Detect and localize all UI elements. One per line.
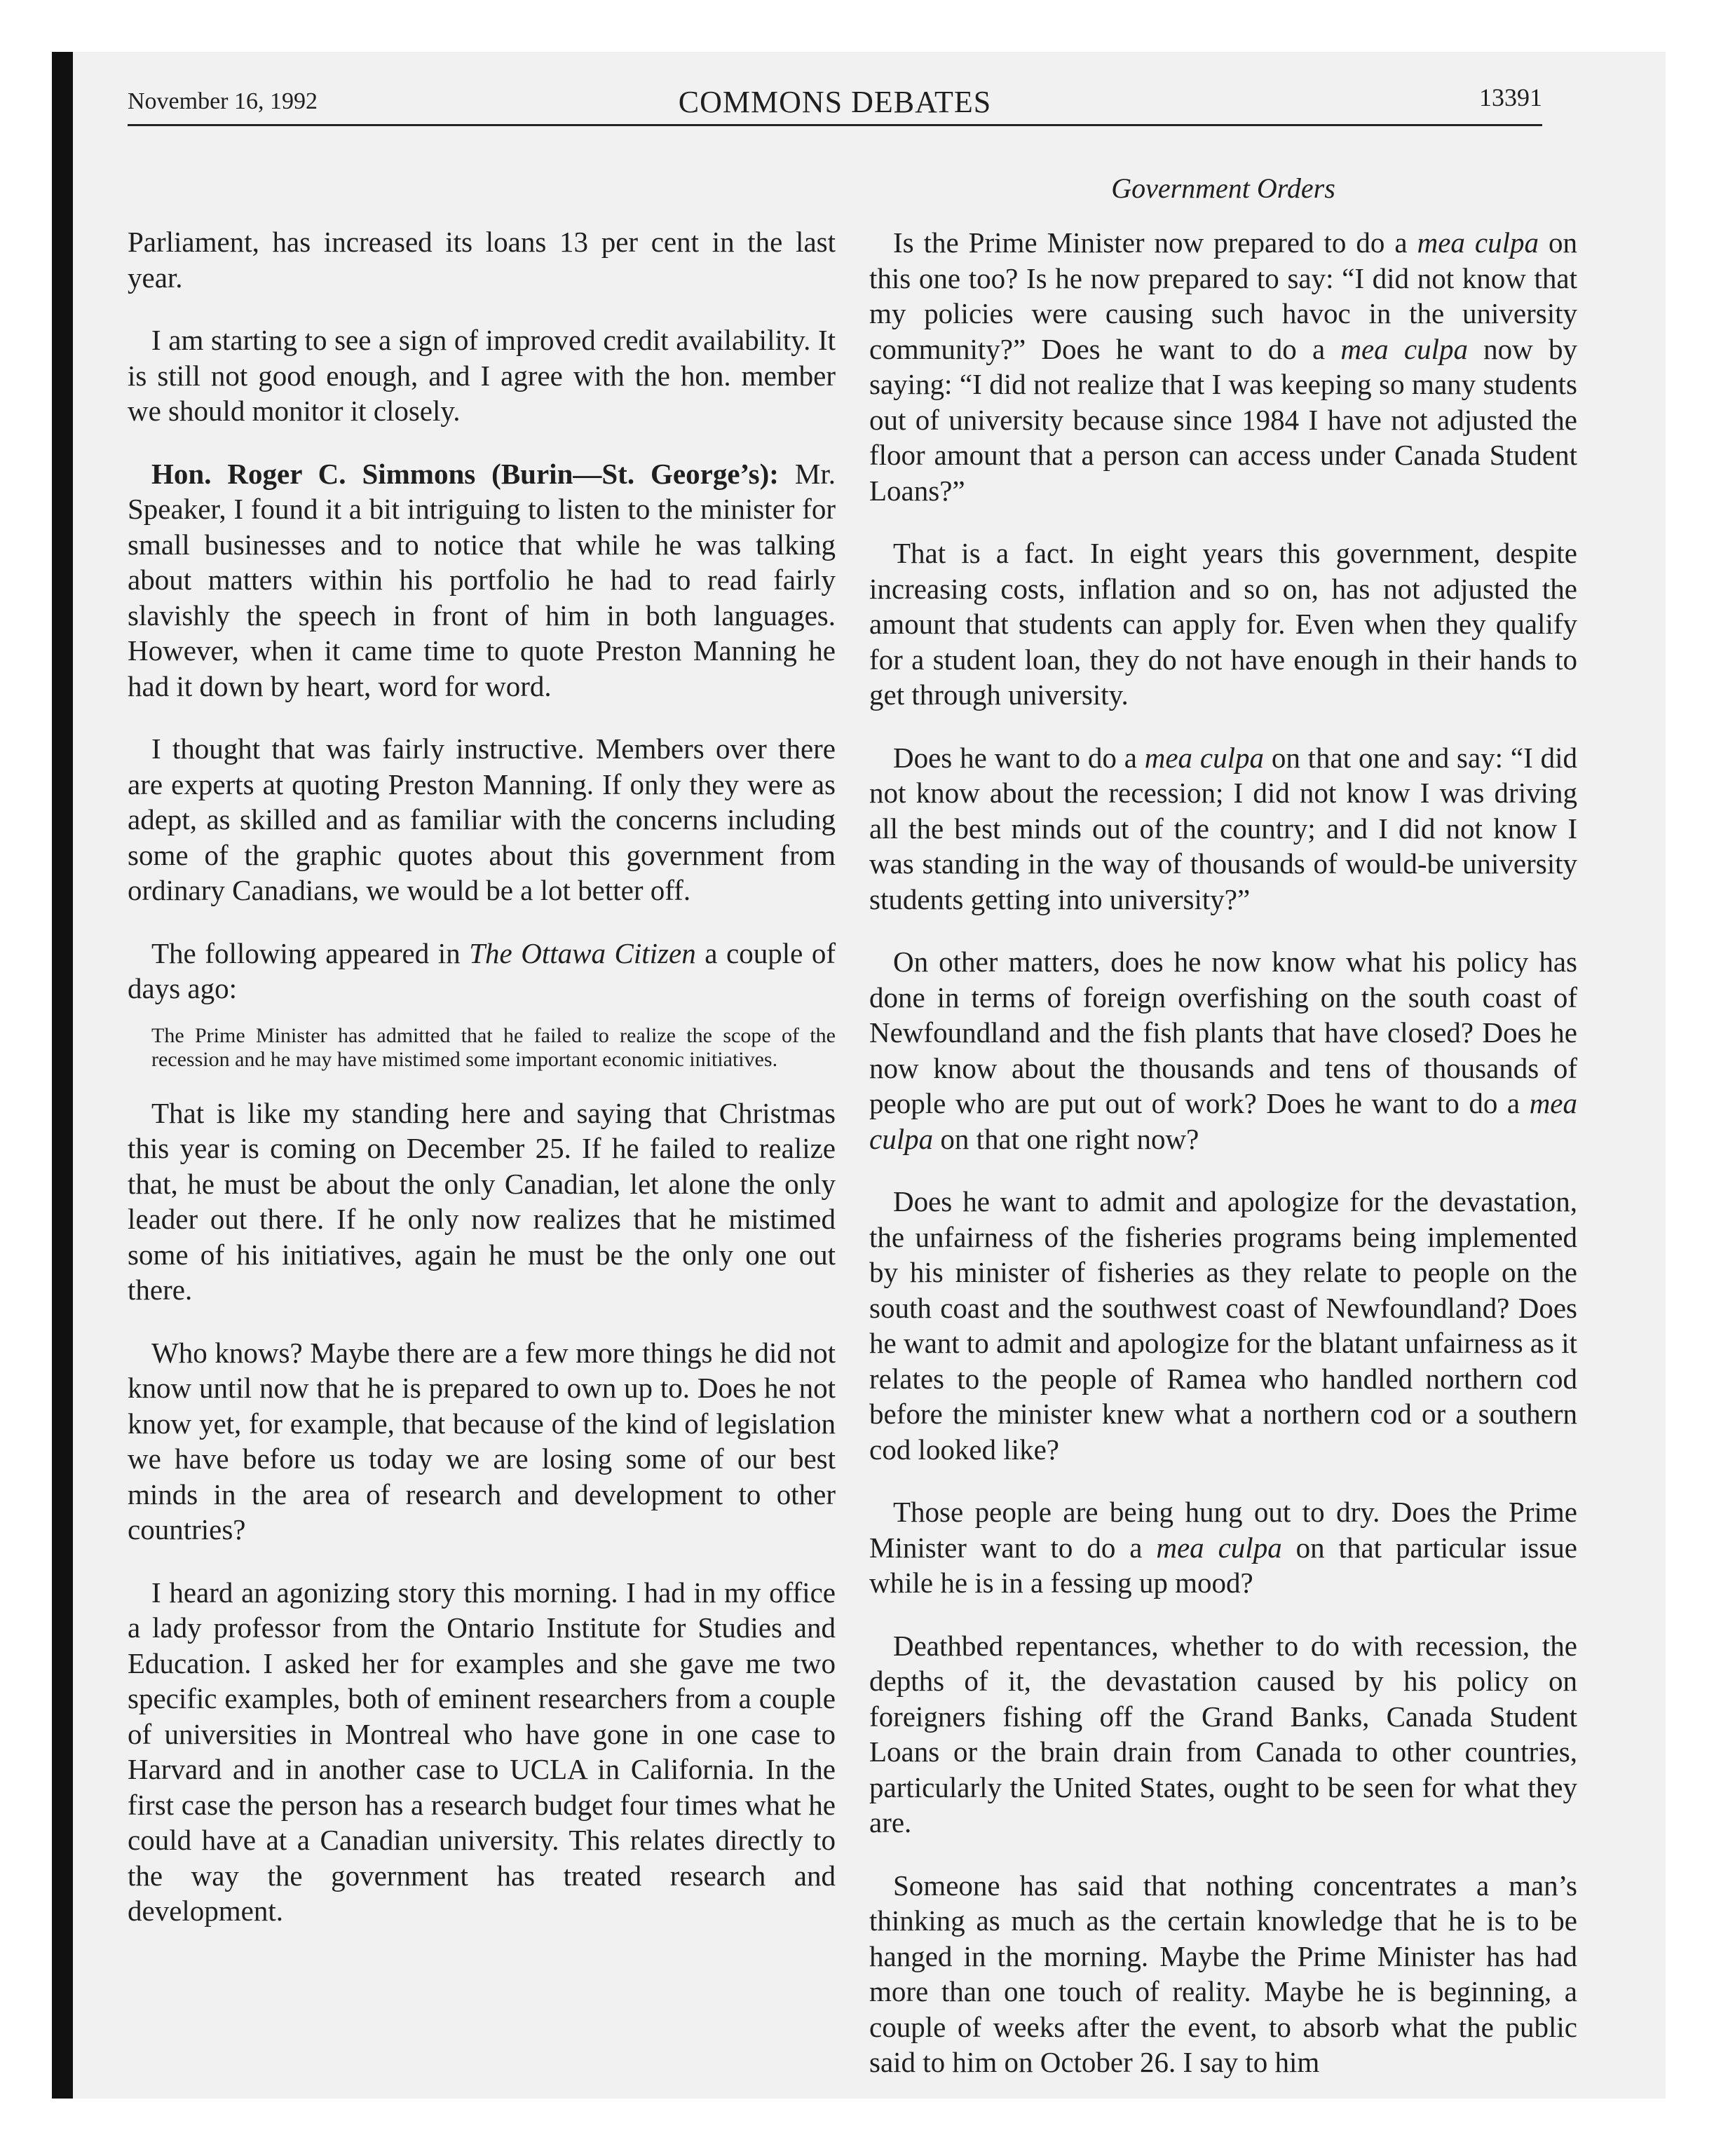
- newspaper-title: The Ottawa Citizen: [469, 936, 696, 969]
- paragraph: Does he want to admit and apologize for the devastation, the unfairness of the fisheries programs being implemented by his minister of fisheries as they relate to people on the south coast and the southwest coast of Newfoundland? Does he want to admit and apologize for the blatant unfairness as it relates to the people of Ramea who handled northern cod before the minister knew what a northern cod or a southern cod looked like?: [869, 1185, 1577, 1466]
- italic-phrase: mea culpa: [1340, 332, 1468, 365]
- paragraph: Parliament, has increased its loans 13 per cent in the last year.: [128, 226, 836, 294]
- paragraph: [128, 936, 836, 1007]
- paragraph: [869, 225, 1577, 508]
- text-run: The following appeared in: [151, 936, 470, 969]
- paragraph: I thought that was fairly instructive. Members over there are experts at quoting Preston Manning. If only they were as adept, as skilled and as familiar with the concerns including some of the graphic quotes about this government from ordinary Canadians, we would be a lot better off.: [128, 732, 836, 906]
- section-title: Government Orders: [1111, 172, 1335, 204]
- text-run: Is the Prime Minister now prepared to do a: [893, 226, 1417, 259]
- header-date: November 16, 1992: [128, 88, 318, 114]
- header-rule: [128, 124, 1542, 126]
- paragraph: [869, 1494, 1577, 1601]
- left-column: [128, 224, 836, 1956]
- speech-text: Mr. Speaker, I found it a bit intriguing to listen to the minister for small businesses and to notice that while he was talking about matters within his portfolio he had to read fairly slavishly the speech in front of him in both languages. However, when it came time to quote Preston Manning he had it down by heart, word for word.: [128, 457, 836, 702]
- text-run: on this one too? Is he now prepared to say: “I did not know that my policies were causing such havoc in the university community?” Does he want to do a: [869, 226, 1577, 365]
- scan-shadow-edge: [52, 52, 73, 2099]
- text-run: Those people are being hung out to dry. Does the Prime Minister want to do a: [869, 1496, 1577, 1564]
- text-run: On other matters, does he now know what his policy has done in terms of foreign overfishing on the south coast of Newfoundland and the fish plants that have closed? Does he now know about the thousands and tens of thousands of people who are put out of work? Does he want to do a: [869, 946, 1577, 1119]
- text-run: on that particular issue while he is in a fessing up mood?: [869, 1531, 1577, 1599]
- speaker-name: Hon. Roger C. Simmons (Burin—St. George’s):: [151, 457, 779, 490]
- paragraph: Deathbed repentances, whether to do with recession, the depths of it, the devastation caused by his policy on foreigners fishing off the Grand Banks, Canada Student Loans or the brain drain from Canada to other countries, particularly the United States, ought to be seen for what they are.: [869, 1629, 1577, 1838]
- italic-phrase: mea culpa: [1156, 1531, 1282, 1564]
- text-run: on that one right now?: [933, 1122, 1199, 1155]
- paragraph: That is a fact. In eight years this government, despite increasing costs, inflation and so on, has not adjusted the amount that students can apply for. Even when they qualify for a student loan, they do not have enough in their hands to get through university.: [869, 537, 1577, 711]
- quote-text: The Prime Minister has admitted that he failed to realize the scope of the recession and he may have mistimed some important economic initiatives.: [151, 1023, 836, 1071]
- text-run: a couple of days ago:: [128, 936, 836, 1004]
- paragraph: [869, 740, 1577, 917]
- italic-phrase: mea culpa: [1144, 741, 1264, 774]
- paragraph: That is like my standing here and saying that Christmas this year is coming on December 25. If he failed to realize that, he must be about the only Canadian, let alone the only leader out there. If he only now realizes that he mistimed some of his initiatives, again he must be the only one out there.: [128, 1096, 836, 1306]
- text-run: now by saying: “I did not realize that I was keeping so many students out of university because since 1984 I have not adjusted the floor amount that a person can access under Canada Student Loans?”: [869, 332, 1577, 507]
- italic-phrase: mea culpa: [1417, 226, 1539, 259]
- paragraph: [869, 944, 1577, 1157]
- block-quote: [128, 1024, 836, 1072]
- header-page-number: 13391: [1479, 83, 1542, 111]
- paragraph: [128, 456, 836, 704]
- paragraph: I heard an agonizing story this morning. I had in my office a lady professor from the Ontario Institute for Studies and Education. I asked her for examples and she gave me two specific examples, both of eminent researchers from a couple of universities in Montreal who have gone in one case to Harvard and in another case to UCLA in California. In the first case the person has a research budget four times what he could have at a Canadian university. This relates directly to the way the government has treated research and development.: [128, 1576, 836, 1927]
- header-title: COMMONS DEBATES: [678, 85, 992, 119]
- text-run: on that one and say: “I did not know about the recession; I did not know I was driving all the best minds out of the country; and I did not know I was standing in the way of thousands of would-be university students getting into university?”: [869, 741, 1577, 915]
- paragraph: I am starting to see a sign of improved credit availability. It is still not good enough, and I agree with the hon. member we should monitor it closely.: [128, 324, 836, 427]
- right-column: [869, 171, 1577, 2108]
- paragraph: Who knows? Maybe there are a few more things he did not know until now that he is prepared to own up to. Does he not know yet, for example, that because of the kind of legislation we have before us today we are losing some of our best minds in the area of research and development to other countries?: [128, 1336, 836, 1546]
- page-header: [128, 81, 1542, 123]
- italic-phrase: mea culpa: [869, 1087, 1577, 1155]
- text-run: Does he want to do a: [893, 741, 1145, 774]
- paragraph: Someone has said that nothing concentrates a man’s thinking as much as the certain knowledge that he is to be hanged in the morning. Maybe the Prime Minister has had more than one touch of reality. Maybe he is beginning, a couple of weeks after the event, to absorb what the public said to him on October 26. I say to him: [869, 1869, 1577, 2078]
